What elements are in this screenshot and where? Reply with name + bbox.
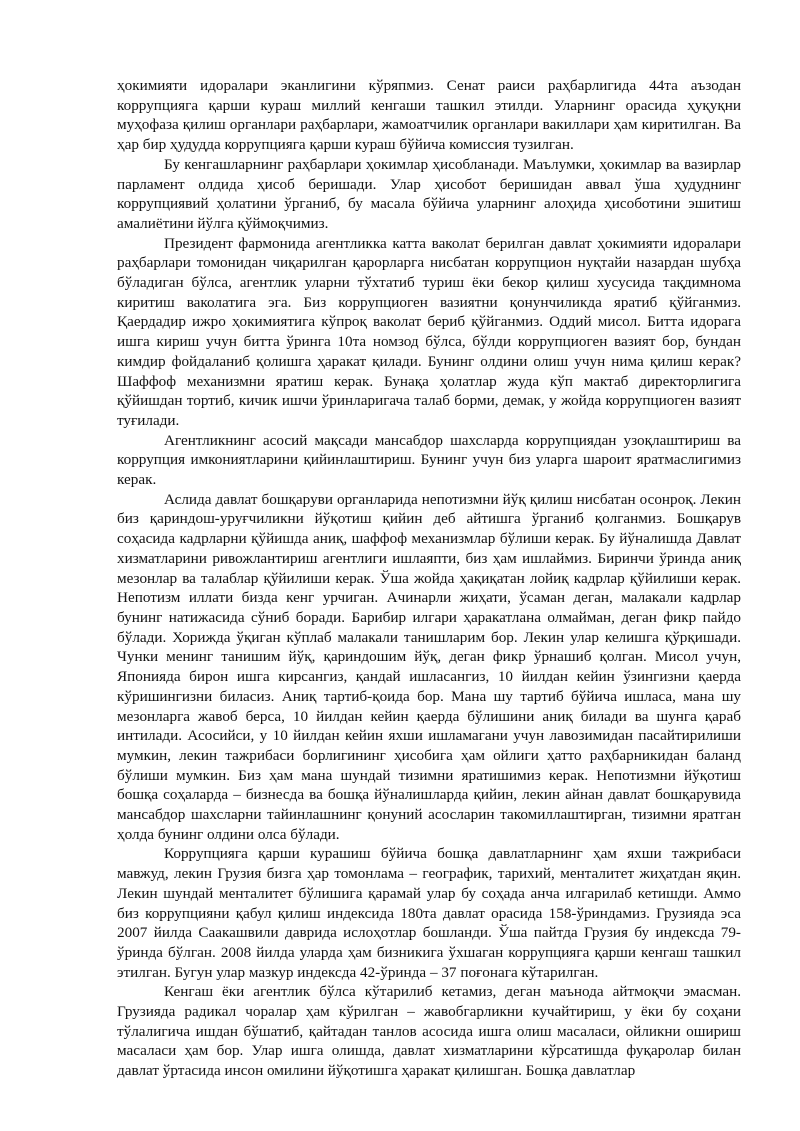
paragraph-5: Аслида давлат бошқаруви органларида непотизмни йўқ қилиш нисбатан осонроқ. Лекин биз қариндош-уруғчиликни йўқотиш қийин деб айтишга ўрганиб қолганмиз. Бошқарув соҳасида кадрларни қўйишда аниқ, шаффоф механизмлар бўлиши керак. Бу йўналишда Давлат хизматларини ривожлантириш агентлиги ишлаяпти, биз ҳам ишлаймиз. Биринчи ўринда аниқ мезонлар ва талаблар қўйилиши керак. Ўша жойда ҳақиқатан лойиқ кадрлар қўйилиши керак. Непотизм иллати бизда кенг урчиган. Ачинарли жиҳати, ўсаман деган, малакали кадрлар бунинг натижасида сўниб боради. Барибир илгари ҳаракатлана олмайман, деган фикр пайдо бўлади. Хорижда ўқиган кўплаб малакали танишларим бор. Лекин улар келишга қўрқишади. Чунки менинг танишим йўқ, қариндошим йўқ, деган фикр ўрнашиб қолган. Мисол учун, Японияда бирон ишга кирсангиз, қандай ишласангиз, 10 йилдан кейин ўзингизни қаерда кўришингизни биласиз. Аниқ тартиб-қоида бор. Мана шу тартиб бўйича ишласа, мана шу мезонларга жавоб берса, 10 йилдан кейин қаерда бўлишини аниқ билади ва шунга қараб интилади. Асосийси, у 10 йилдан кейин яхши ишламагани учун лавозимидан пасайтирилиши мумкин, лекин тажрибаси борлигининг ҳисобига ҳам ойлиги ҳатто раҳбарникидан баланд бўлиши мумкин. Биз ҳам мана шундай тизимни яратишимиз керак. Непотизмни йўқотиш бошқа соҳаларда – бизнесда ва бошқа йўналишларда қийин, лекин айнан давлат бошқарувида мансабдор шахсларни тайинлашнинг қонуний асосларин такомиллаштирган, тизимни яратган ҳолда бунинг олдини олса бўлади. (117, 490, 741, 843)
paragraph-3: Президент фармонида агентликка катта ваколат берилган давлат ҳокимияти идоралари раҳбарлари томонидан чиқарилган қарорларга нисбатан коррупцион нуқтайи назардан шубҳа бўладиган бўлса, агентлик уларни тўхтатиб туриш ёки бекор қилиш хусусида тақдимнома киритиш ваколатига эга. Биз коррупциоген вазиятни қонунчиликда яратиб қўйганмиз. Қаердадир ижро ҳокимиятига кўпроқ ваколат бериб қўйганмиз. Оддий мисол. Битта идорага ишга кириш учун битта ўринга 10та номзод бўлса, бўлди коррупциоген вазият бор, бундан кимдир фойдаланиб қолишга ҳаракат қилади. Бунинг олдини олиш учун нима қилиш керак? Шаффоф механизмни яратиш керак. Бунақа ҳолатлар жуда кўп мактаб директорлигига қўйишдан тортиб, кичик ишчи ўринларигача талаб борми, демак, у жойда коррупциоген вазият туғилади. (117, 234, 741, 429)
paragraph-6: Коррупцияга қарши курашиш бўйича бошқа давлатларнинг ҳам яхши тажрибаси мавжуд, лекин Грузия бизга ҳар томонлама – географик, тарихий, менталитет жиҳатдан яқин. Лекин шундай менталитет бўлишига қарамай улар бу соҳада анча илгарилаб кетишди. Аммо биз коррупцияни қабул қилиш индексида 180та давлат орасида 158-ўриндамиз. Грузияда эса 2007 йилда Саакашвили даврида ислоҳотлар бошланди. Ўша пайтда Грузия бу индексда 79-ўринда бўлган. 2008 йилда уларда ҳам бизникига ўхшаган коррупцияга қарши кенгаш ташкил этилган. Бугун улар мазкур индексда 42-ўринда – 37 поғонага кўтарилган. (117, 845, 741, 981)
paragraph-2: Бу кенгашларнинг раҳбарлари ҳокимлар ҳисобланади. Маълумки, ҳокимлар ва вазирлар парламент олдида ҳисоб беришади. Улар ҳисобот беришидан аввал ўша ҳудуднинг коррупциявий ҳолатини ўрганиб, бу масала бўйича уларнинг алоҳида ҳисоботини эшитиш амалиётини йўлга қўймоқчимиз. (117, 155, 741, 232)
paragraph-1: ҳокимияти идоралари эканлигини кўряпмиз. Сенат раиси раҳбарлигида 44та аъзодан коррупцияга қарши кураш миллий кенгаши ташкил этилди. Уларнинг орасида ҳуқуқни муҳофаза қилиш органлари раҳбарлари, жамоатчилик органлари вакиллари ҳам киритилган. Ва ҳар бир ҳудудда коррупцияга қарши кураш бўйича комиссия тузилган. (117, 77, 741, 154)
paragraph-4: Агентликнинг асосий мақсади мансабдор шахсларда коррупциядан узоқлаштириш ва коррупция имкониятларини қийинлаштириш. Бунинг учун биз уларга шароит яратмаслигимиз керак. (117, 431, 741, 489)
paragraph-7: Кенгаш ёки агентлик бўлса кўтарилиб кетамиз, деган маънода айтмоқчи эмасман. Грузияда радикал чоралар ҳам кўрилган – жавобгарликни кучайтириш, у ёки бу соҳани тўлалигича ишдан бўшатиб, қайтадан танлов асосида ишга олиш масаласи, ойликни ошириш масаласи ҳам бор. Улар ишга олишда, давлат хизматларини кўрсатишда фуқаролар билан давлат ўртасида инсон омилини йўқотишга ҳаракат қилишган. Бошқа давлатлар (117, 983, 741, 1080)
document-page (117, 76, 741, 1081)
